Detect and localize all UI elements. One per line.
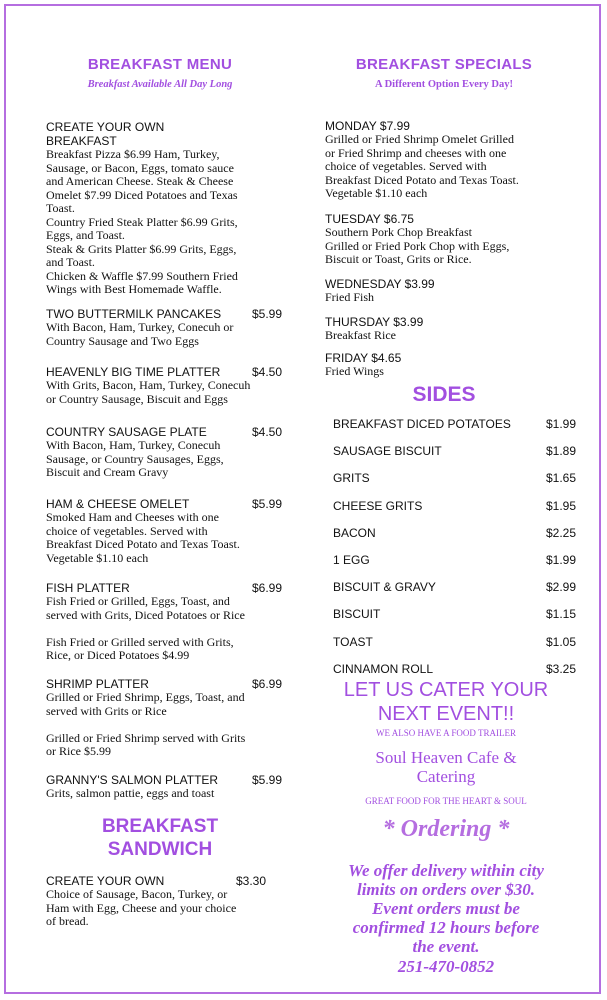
sandwich-desc-line: Choice of Sausage, Bacon, Turkey, or [46, 887, 228, 901]
side-item-price: $3.25 [545, 661, 576, 674]
ordering-info-line: limits on orders over $30. [356, 880, 536, 899]
sandwich-desc-line: Ham with Egg, Cheese and your choice [46, 900, 237, 915]
menu-item-name: COUNTRY SAUSAGE PLATE [46, 425, 207, 439]
menu-item-desc-line [46, 718, 282, 732]
cater-line2: NEXT EVENT!! [377, 703, 515, 725]
special-item [325, 119, 570, 201]
ordering-info-line: Event orders must be [372, 899, 520, 918]
side-item [333, 499, 576, 513]
create-own-desc-line: and Toast. [46, 255, 95, 269]
side-item [333, 526, 576, 540]
menu-item-description [46, 439, 282, 480]
special-day-price: THURSDAY $3.99 [325, 315, 424, 329]
special-description [325, 291, 570, 305]
sandwich-title-line2: SANDWICH [107, 839, 213, 860]
menu-item-name: FISH PLATTER [46, 581, 130, 595]
create-own-desc-line: Wings with Best Homemade Waffle. [46, 282, 222, 296]
create-own-desc-line: Steak & Grits Platter $6.99 Grits, Eggs, [46, 241, 237, 256]
breakfast-menu-title: BREAKFAST MENU [87, 56, 233, 73]
special-day-price: MONDAY $7.99 [325, 119, 410, 133]
menu-item-head [46, 307, 282, 321]
menu-item-price: $5.99 [251, 497, 282, 511]
special-description [325, 226, 570, 267]
ordering-heading: * Ordering * [382, 816, 510, 842]
business-line2: Catering [416, 767, 476, 786]
menu-item-price: $6.99 [251, 581, 282, 595]
ordering-info [318, 861, 574, 956]
menu-item [46, 677, 282, 759]
sides-title: SIDES [412, 383, 476, 406]
menu-item [46, 425, 282, 480]
create-own-title-line1: CREATE YOUR OWN [46, 120, 165, 134]
special-desc-line: Grilled or Fried Shrimp Omelet Grilled [325, 132, 514, 146]
side-item-name: BISCUIT & GRAVY [333, 580, 436, 595]
sandwich-item-head [46, 874, 266, 888]
menu-item-desc-line: With Bacon, Ham, Turkey, Conecuh or [46, 320, 234, 334]
ordering-info-line: We offer delivery within city [348, 861, 544, 880]
menu-item-head [46, 365, 282, 379]
menu-item-name: SHRIMP PLATTER [46, 677, 149, 691]
side-item-price: $1.65 [545, 471, 576, 486]
create-own-desc-line: Sausage, or Bacon, Eggs, tomato sauce [46, 160, 234, 175]
side-item-price: $1.89 [545, 444, 576, 459]
special-day-price: FRIDAY $4.65 [325, 351, 402, 365]
special-desc-line: Breakfast Rice [325, 328, 396, 342]
menu-item-desc-line: Smoked Ham and Cheeses with one [46, 510, 219, 524]
menu-item-desc-line: Rice, or Diced Potatoes $4.99 [46, 648, 190, 662]
menu-item-price: $5.99 [251, 773, 282, 787]
menu-item [46, 307, 282, 348]
menu-item-description [46, 379, 282, 406]
special-desc-line: Biscuit or Toast, Grits or Rice. [325, 252, 472, 266]
side-item [333, 607, 576, 621]
menu-item-price: $4.50 [251, 365, 282, 379]
tagline: GREAT FOOD FOR THE HEART & SOUL [365, 796, 527, 806]
create-own-breakfast [46, 120, 286, 297]
side-item-price: $1.99 [545, 553, 576, 567]
side-item-price: $2.25 [545, 525, 576, 540]
create-own-desc-line: Breakfast Pizza $6.99 Ham, Turkey, [46, 147, 220, 161]
side-item-name: 1 EGG [333, 553, 370, 567]
menu-item [46, 365, 282, 406]
side-item-price: $1.99 [545, 417, 576, 431]
special-desc-line: Southern Pork Chop Breakfast [325, 225, 472, 239]
create-own-desc-line: and American Cheese. Steak & Cheese [46, 174, 234, 188]
special-day-price: WEDNESDAY $3.99 [325, 277, 435, 291]
special-description [325, 365, 570, 379]
menu-item-desc-line: or Rice $5.99 [46, 744, 111, 758]
special-item [325, 315, 570, 343]
special-desc-line: Grilled or Fried Pork Chop with Eggs, [325, 238, 510, 253]
side-item [333, 471, 576, 485]
side-item-name: BISCUIT [333, 607, 381, 622]
side-item-name: TOAST [333, 634, 373, 649]
menu-item-name: HEAVENLY BIG TIME PLATTER [46, 365, 221, 379]
menu-item-desc-line: Grilled or Fried Shrimp, Eggs, Toast, and [46, 690, 245, 704]
menu-item-price: $6.99 [251, 677, 282, 691]
sandwich-item [46, 874, 266, 929]
special-desc-line: Vegetable $1.10 each [325, 186, 428, 200]
side-item-price: $2.99 [545, 580, 576, 595]
create-own-desc-line: Eggs, and Toast. [46, 228, 125, 242]
menu-item [46, 497, 282, 565]
sandwich-desc-line: of bread. [46, 914, 89, 928]
menu-item-desc-line: Vegetable $1.10 each [46, 550, 149, 565]
menu-item-desc-line: With Bacon, Ham, Turkey, Conecuh [46, 438, 221, 452]
menu-item-head [46, 677, 282, 691]
menu-item-head [46, 497, 282, 511]
side-item-name: BACON [333, 525, 376, 540]
menu-item-name: GRANNY'S SALMON PLATTER [46, 773, 219, 787]
special-description [325, 133, 570, 201]
sandwich-item-price: $3.30 [235, 874, 266, 888]
side-item-price: $1.05 [545, 634, 576, 649]
menu-item-desc-line: Sausage, or Country Sausages, Eggs, [46, 451, 224, 466]
menu-item-desc-line: choice of vegetables. Served with [46, 523, 208, 538]
menu-item-head [46, 581, 282, 595]
menu-item-desc-line [46, 622, 282, 636]
sandwich-title-line1: BREAKFAST [101, 816, 219, 837]
business-name [318, 748, 574, 786]
menu-item-description [46, 511, 282, 565]
special-desc-line: or Fried Shrimp and cheeses with one [325, 145, 507, 160]
menu-item-desc-line: Grilled or Fried Shrimp served with Grits [46, 730, 246, 745]
create-own-title-line2: BREAKFAST [46, 134, 117, 148]
business-line1: Soul Heaven Cafe & [375, 748, 517, 767]
side-item-name: CINNAMON ROLL [333, 661, 434, 674]
menu-item-desc-line: Breakfast Diced Potato and Texas Toast. [46, 537, 240, 551]
create-own-description [46, 148, 286, 297]
menu-item-desc-line: Country Sausage and Two Eggs [46, 333, 199, 348]
side-item [333, 417, 576, 431]
menu-item-price: $4.50 [251, 425, 282, 439]
menu-item-desc-line: served with Grits, Diced Potatoes or Rice [46, 607, 245, 622]
side-item-name: BREAKFAST DICED POTATOES [333, 417, 511, 431]
menu-item [46, 773, 282, 801]
cater-heading [318, 678, 574, 726]
phone-number: 251-470-0852 [397, 957, 495, 976]
menu-item-desc-line: Biscuit and Cream Gravy [46, 465, 169, 479]
side-item [333, 580, 576, 594]
side-item [333, 635, 576, 649]
side-item-name: GRITS [333, 471, 370, 486]
menu-item-description [46, 595, 282, 663]
special-item [325, 277, 570, 305]
menu-item-head [46, 425, 282, 439]
special-day-price: TUESDAY $6.75 [325, 212, 414, 226]
menu-item-name: HAM & CHEESE OMELET [46, 497, 190, 511]
food-trailer-note: WE ALSO HAVE A FOOD TRAILER [376, 728, 516, 738]
menu-item-description [46, 691, 282, 759]
menu-item-head [46, 773, 282, 787]
special-item [325, 351, 570, 379]
menu-item-desc-line: With Grits, Bacon, Ham, Turkey, Conecuh [46, 378, 251, 392]
create-own-desc-line: Country Fried Steak Platter $6.99 Grits, [46, 214, 238, 229]
side-item [333, 553, 576, 567]
menu-item-description [46, 321, 282, 348]
cater-line1: LET US CATER YOUR [343, 679, 549, 701]
side-item-price: $1.15 [545, 607, 576, 622]
create-own-desc-line: Chicken & Waffle $7.99 Southern Fried [46, 268, 238, 283]
special-desc-line: choice of vegetables. Served with [325, 159, 487, 173]
breakfast-specials-subtitle: A Different Option Every Day! [374, 79, 514, 90]
menu-item-desc-line: served with Grits or Rice [46, 703, 167, 718]
create-own-desc-line: Toast. [46, 201, 75, 215]
sandwich-item-name: CREATE YOUR OWN [46, 874, 165, 888]
menu-item-desc-line: or Country Sausage, Biscuit and Eggs [46, 391, 228, 406]
side-item-price: $1.95 [545, 498, 576, 513]
ordering-info-line: the event. [412, 937, 480, 956]
special-description [325, 329, 570, 343]
special-desc-line: Fried Wings [325, 364, 384, 378]
breakfast-specials-title: BREAKFAST SPECIALS [355, 56, 533, 73]
menu-item-description [46, 787, 282, 801]
side-item [333, 444, 576, 458]
create-own-desc-line: Omelet $7.99 Diced Potatoes and Texas [46, 187, 238, 202]
menu-item-desc-line: Fish Fried or Grilled, Eggs, Toast, and [46, 594, 230, 608]
special-desc-line: Fried Fish [325, 290, 375, 304]
side-item [333, 662, 576, 674]
menu-item-price: $5.99 [251, 307, 282, 321]
menu-item [46, 581, 282, 663]
ordering-info-line: confirmed 12 hours before [352, 918, 540, 937]
special-item [325, 212, 570, 267]
special-desc-line: Breakfast Diced Potato and Texas Toast. [325, 172, 519, 187]
menu-item-name: TWO BUTTERMILK PANCAKES [46, 307, 222, 321]
breakfast-sandwich-title [40, 815, 280, 861]
menu-item-desc-line: Fish Fried or Grilled served with Grits, [46, 634, 234, 649]
breakfast-menu-subtitle: Breakfast Available All Day Long [87, 79, 233, 90]
side-item-name: CHEESE GRITS [333, 498, 423, 513]
menu-item-desc-line: Grits, salmon pattie, eggs and toast [46, 786, 215, 800]
sandwich-item-description [46, 888, 266, 929]
side-item-name: SAUSAGE BISCUIT [333, 444, 442, 459]
